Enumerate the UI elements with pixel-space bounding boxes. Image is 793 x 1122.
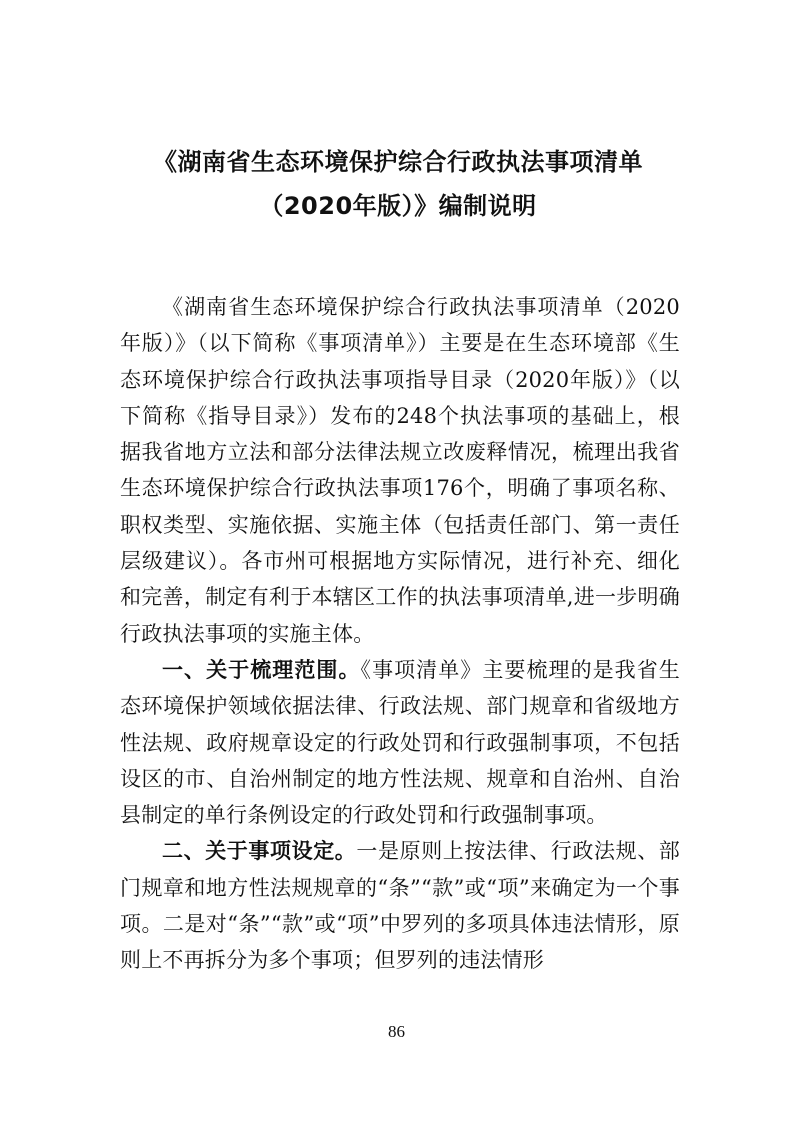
section-setting-heading: 二、关于事项设定。 [162,839,357,864]
section-scope-paragraph [120,652,680,833]
page-number: 86 [388,1022,405,1041]
section-setting-paragraph [120,833,680,978]
document-title-line-1: 《湖南省生态环境保护综合行政执法事项清单 [153,148,643,176]
section-scope-heading: 一、关于梳理范围。 [162,657,361,682]
document-title-line-2: （2020年版）》编制说明 [259,192,537,220]
section-scope-text: 《事项清单》主要梳理的是我省生态环境保护领域依据法律、行政法规、部门规章和省级地方性法规、政府规章设定的行政处罚和行政强制事项，不包括设区的市、自治州制定的地方性法规、规章和自治州、自治县制定的单行条例设定的行政处罚和行政强制事项。 [120,657,680,828]
intro-paragraph: 《湖南省生态环境保护综合行政执法事项清单（2020年版）》（以下简称《事项清单》）主要是在生态环境部《生态环境保护综合行政执法事项指导目录（2020年版）》（以下简称《指导目录》）发布的248个执法事项的基础上，根据我省地方立法和部分法律法规立改废释情况，梳理出我省生态环境保护综合行政执法事项176个，明确了事项名称、职权类型、实施依据、实施主体（包括责任部门、第一责任层级建议）。各市州可根据地方实际情况，进行补充、细化和完善，制定有利于本辖区工作的执法事项清单,进一步明确行政执法事项的实施主体。 [120,295,680,646]
document-body [120,289,680,979]
section-setting-text: 一是原则上按法律、行政法规、部门规章和地方性法规规章的“条”“款”或“项”来确定为一个事项。二是对“条”“款”或“项”中罗列的多项具体违法情形，原则上不再拆分为多个事项；但罗列的违法情形 [120,839,680,973]
